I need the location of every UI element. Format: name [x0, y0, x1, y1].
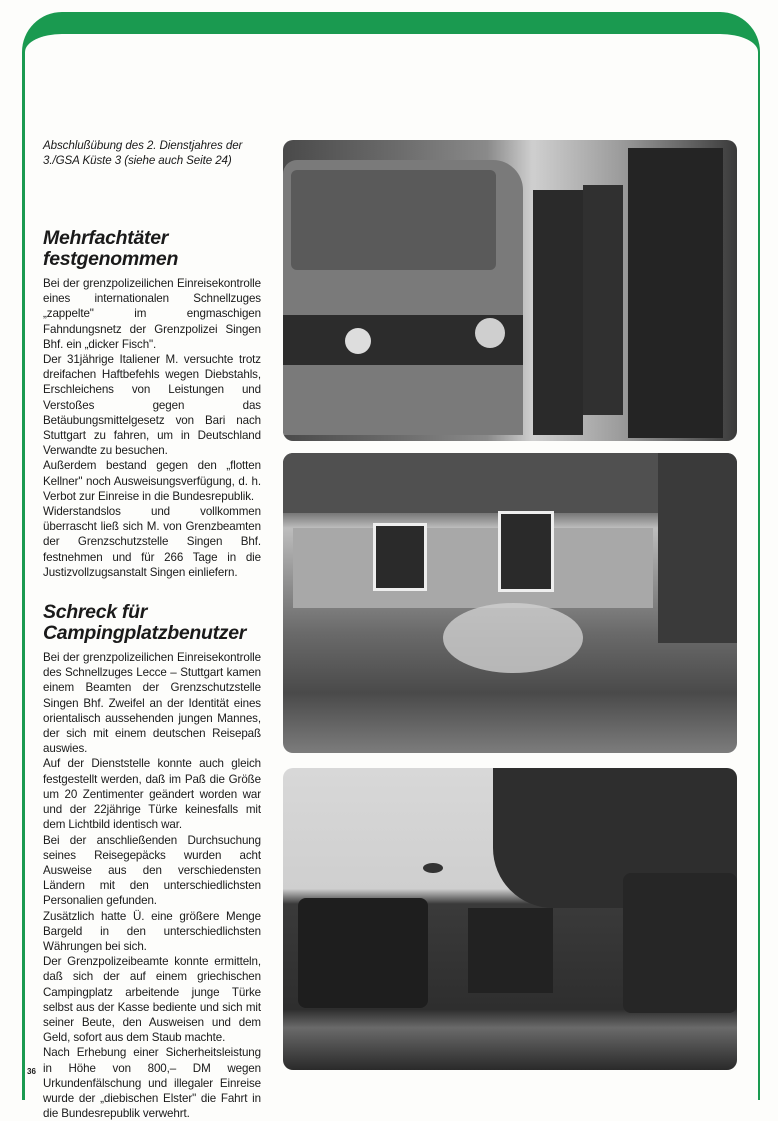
paragraph: Widerstandslos und vollkommen überrascht ließ sich M. von Grenzbeamten der Grenzschutzstelle Singen Bhf. festnehmen und für 266 Tage in die Justizvollzugsanstalt Singen einliefern. [43, 505, 261, 579]
photo-caption: Abschlußübung des 2. Dienstjahres der 3./GSA Küste 3 (siehe auch Seite 24) [43, 139, 243, 167]
article-title [43, 228, 261, 270]
paragraph: Bei der grenzpolizeilichen Einreisekontrolle des Schnellzuges Lecce – Stuttgart kamen einem Beamten der Grenzschutzstelle Singen Bhf. Zweifel an der Identität eines orientalisch aussehenden jungen Mannes, der sich mit einem deutschen Reisepaß auswies. [43, 651, 261, 756]
paragraph: Nach Erhebung einer Sicherheitsleistung in Höhe von 800,– DM wegen Urkundenfälschung und illegaler Einreise wurde der „diebischen Elster" die Fahrt in die Bundesrepublik verwehrt. [43, 1046, 261, 1121]
article-mehrfachtaeter [43, 228, 261, 580]
page-number: 36 [27, 1067, 36, 1076]
photo-vehicles-helicopter [283, 768, 737, 1070]
paragraph: Der 31jährige Italiener M. versuchte trotz dreifachen Haftbefehls wegen Diebstahls, Erschleichens von Leistungen und Verstoßes gegen das Betäubungsmittelgesetz von Bari nach Stuttgart zu fahren, um in Deutschland Verwandte zu besuchen. [43, 353, 261, 458]
paragraph: Außerdem bestand gegen den „flotten Kellner" noch Ausweisungsverfügung, d. h. Verbot zur Einreise in die Bundesrepublik. [43, 459, 261, 503]
title-line: Schreck für [43, 601, 147, 624]
article-campingplatz [43, 602, 261, 1121]
title-line: Campingplatzbenutzer [43, 622, 247, 645]
paragraph: Bei der grenzpolizeilichen Einreisekontrolle eines internationalen Schnellzuges „zappelte" im engmaschigen Fahndungsnetz der Grenzpolizei Singen Bhf. ein „dicker Fisch". [43, 277, 261, 351]
photo-house-exercise [283, 453, 737, 753]
paragraph: Auf der Dienststelle konnte auch gleich festgestellt werden, daß im Paß die Größe um 20 Zentimenter geändert worden war und der 22jährige Türke keinesfalls mit dem Lichtbild identisch war. [43, 757, 261, 832]
title-line: festgenommen [43, 248, 179, 270]
text-column [43, 138, 261, 1121]
photo-van-checkpoint [283, 140, 737, 441]
paragraph: Bei der anschließenden Durchsuchung seines Reisegepäcks wurden acht Ausweise aus den verschiedensten Ländern mit den unterschiedlichsten Personalien gefunden. [43, 833, 261, 908]
paragraph: Der Grenzpolizeibeamte konnte ermitteln, daß sich der auf einem griechischen Campingplatz arbeitende junge Türke selbst aus der Kasse bediente und sich mit seiner Beute, den Ausweisen und dem Geld, sofort aus dem Staub machte. [43, 955, 261, 1045]
paragraph: Zusätzlich hatte Ü. eine größere Menge Bargeld in den unterschiedlichsten Währungen bei sich. [43, 909, 261, 953]
article-title [43, 602, 261, 644]
title-line: Mehrfachtäter [43, 227, 169, 249]
